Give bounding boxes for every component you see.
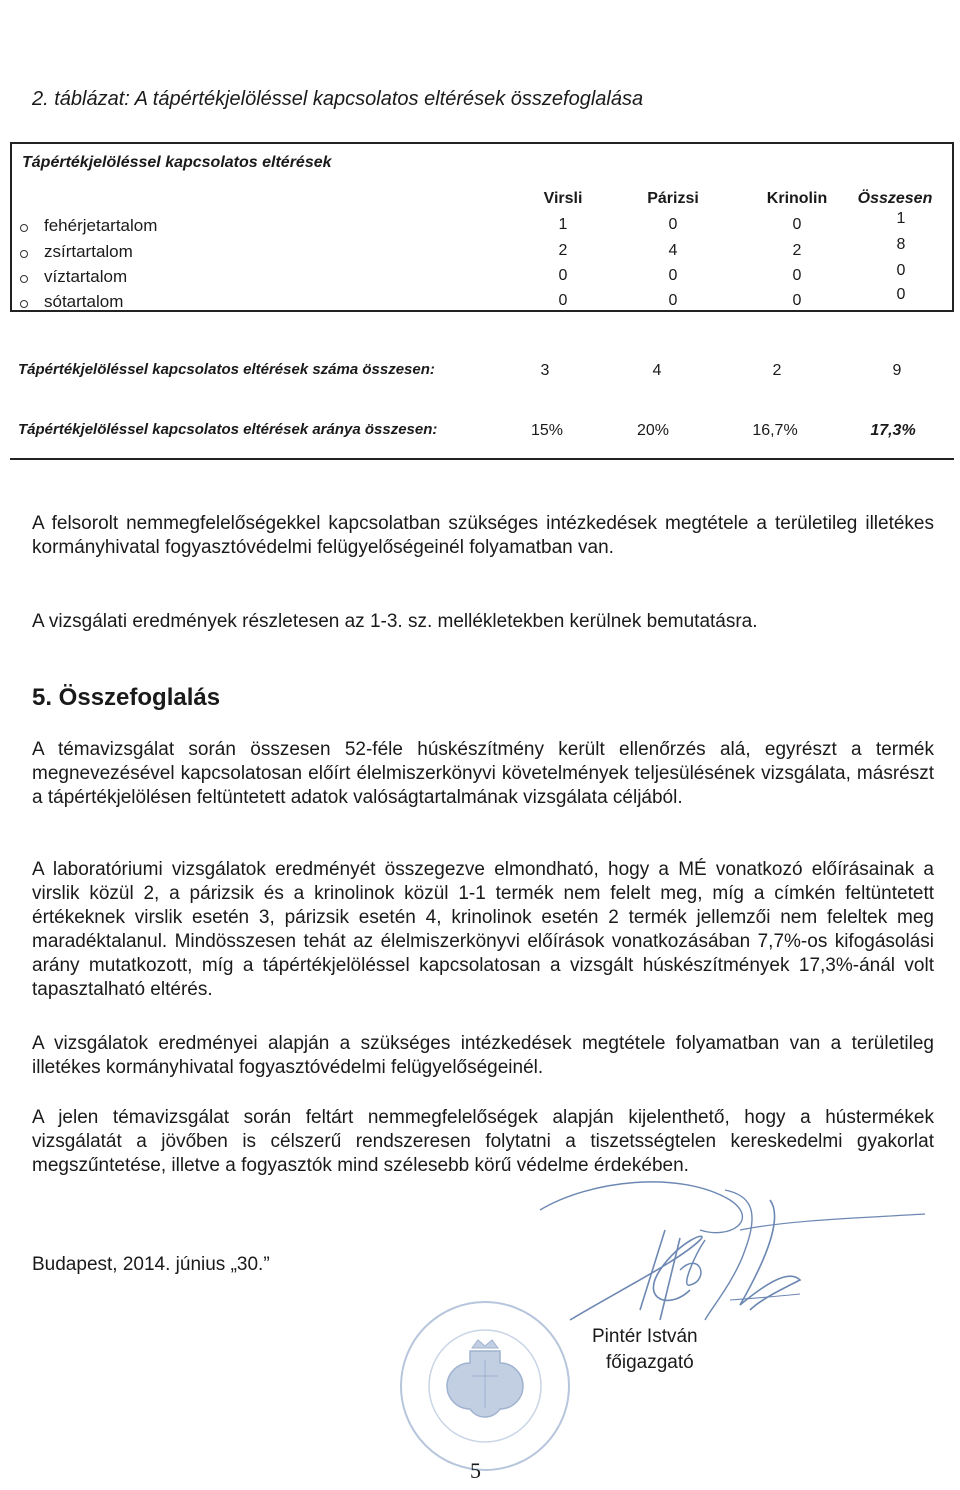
section-title: 5. Összefoglalás (32, 684, 221, 711)
signer-name: Pintér István (592, 1326, 698, 1347)
ratio-value-krinolin: 16,7% (752, 422, 798, 439)
paragraph-summary-3: A vizsgálatok eredményei alapján a szükséges intézkedések megtétele folyamatban van a területileg illetékes kormányhivatal fogyasztóvédelmi felügyelőségeinél. (32, 1033, 934, 1078)
signature-image (530, 1170, 930, 1340)
table-cell: 0 (896, 286, 906, 303)
ratio-value-virsli: 15% (530, 422, 564, 439)
count-value-virsli: 3 (540, 362, 550, 379)
table-cell: 0 (668, 292, 678, 309)
table-cell: 2 (792, 242, 802, 259)
table-row-label: fehérjetartalom (44, 216, 158, 235)
ratio-value-parizsi: 20% (636, 422, 670, 439)
table-heading: Tápértékjelöléssel kapcsolatos eltérések (22, 154, 332, 171)
column-header-parizsi: Párizsi (647, 190, 699, 207)
table-caption: 2. táblázat: A tápértékjelöléssel kapcsolatos eltérések összefoglalása (32, 88, 644, 110)
count-label: Tápértékjelöléssel kapcsolatos eltérések száma összesen: (18, 361, 435, 378)
paragraph-summary-4: A jelen témavizsgálat során feltárt nemmegfelelőségek alapján kijelenthető, hogy a hústermékek vizsgálatát a jövőben is célszerű rendszeresen folytatni a tiszetsségtelen kereskedelmi gyakorlat megszűntetése, illetve a fogyasztók mind szélesebb körű védelme érdekében. (32, 1107, 934, 1176)
paragraph-measures: A felsorolt nemmegfelelőségekkel kapcsolatban szükséges intézkedések megtétele a területileg illetékes kormányhivatal fogyasztóvédelmi felügyelőségeinél folyamatban van. (32, 513, 934, 558)
table-row-label: sótartalom (44, 292, 124, 311)
ratio-value-total: 17,3% (870, 422, 916, 439)
table-row-label: víztartalom (44, 267, 128, 286)
table-cell: 0 (668, 216, 678, 233)
paragraph-annexes: A vizsgálati eredmények részletesen az 1-3. sz. mellékletekben kerülnek bemutatásra. (32, 611, 758, 632)
place-date: Budapest, 2014. június „30.” (32, 1254, 270, 1275)
table-cell: 0 (558, 267, 568, 284)
table-row-label: zsírtartalom (44, 242, 133, 261)
table-cell: 0 (558, 292, 568, 309)
paragraph-summary-2: A laboratóriumi vizsgálatok eredményét összegezve elmondható, hogy a MÉ vonatkozó előírásainak a virslik közül 2, a párizsik és a krinolinok közül 1-1 termék nem felelt meg, míg a címkén feltüntetett értékeknek virslik esetén 3, párizsik esetén 4, krinolinok esetén 2 termék jellemzői nem feleltek meg maradéktalanul. Mindösszesen tehát az élelmiszerkönyvi előírások vonatkozásában 7,7%-os kifogásolási arány mutatkozott, míg a tápértékjelöléssel kapcsolatosan a vizsgált húskészítmények 17,3%-ánál volt tapasztalható eltérés. (32, 859, 934, 1000)
count-value-total: 9 (892, 362, 902, 379)
table-cell: 1 (896, 210, 906, 227)
table-cell: 0 (792, 267, 802, 284)
column-header-osszesen: Összesen (857, 190, 933, 207)
deviations-table (10, 142, 954, 312)
column-header-krinolin: Krinolin (766, 190, 828, 207)
table-cell: 0 (896, 262, 906, 279)
table-cell: 0 (668, 267, 678, 284)
count-value-parizsi: 4 (652, 362, 662, 379)
count-value-krinolin: 2 (772, 362, 782, 379)
paragraph-summary-1: A témavizsgálat során összesen 52-féle húskészítmény került ellenőrzés alá, egyrészt a termék megnevezésével kapcsolatosan előírt élelmiszerkönyvi követelmények teljesülésének vizsgálata, másrészt a tápértékjelölésen feltüntetett adatok valóságtartalmának vizsgálata céljából. (32, 739, 934, 808)
page-number: 5 (470, 1458, 481, 1483)
ratio-label: Tápértékjelöléssel kapcsolatos eltérések aránya összesen: (18, 421, 438, 438)
table-cell: 4 (668, 242, 678, 259)
signer-title: főigazgató (606, 1352, 694, 1373)
table-cell: 8 (896, 236, 906, 253)
column-header-virsli: Virsli (543, 190, 583, 207)
table-cell: 1 (558, 216, 568, 233)
table-bottom-rule (10, 458, 954, 460)
table-cell: 0 (792, 292, 802, 309)
table-cell: 2 (558, 242, 568, 259)
table-cell: 0 (792, 216, 802, 233)
